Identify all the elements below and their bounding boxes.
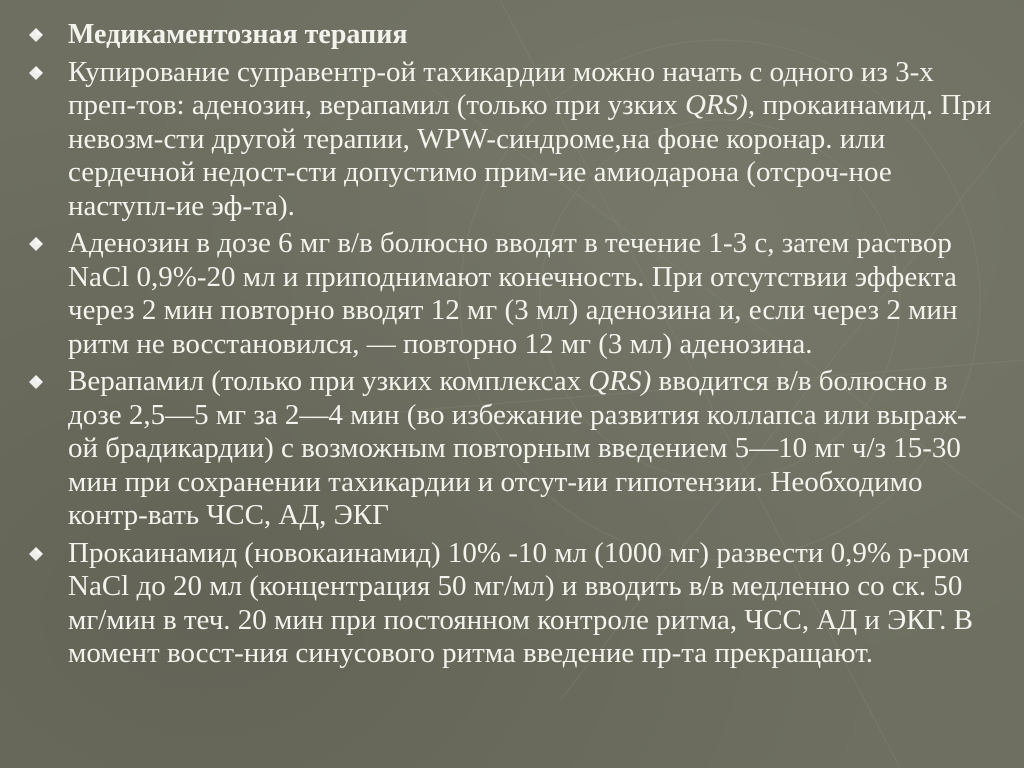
paragraph-3-rest: вводится в/в болюсно в дозе 2,5—5 мг за 2—4 мин (во избежание развития коллапса или выраж-ой брадикардии) с возможным повторным введением 5—10 мг ч/з 15-30 мин при сохранении тахикардии и отсут-ии гипотензии. Необходимо контр-вать ЧСС, АД, ЭКГ (68, 365, 967, 531)
paragraph-3-qrs: QRS) (588, 365, 652, 397)
diamond-bullet-icon (28, 65, 44, 81)
slide-content (28, 18, 996, 675)
paragraph-1-text: Купирование суправентр-ой тахикардии можно начать с одного из 3-х преп-тов: аденозин, верапамил (только при узких (68, 55, 934, 121)
slide-title: Медикаментозная терапия (68, 19, 408, 50)
bullet-list (28, 18, 996, 671)
list-item-paragraph-1 (28, 56, 996, 224)
list-item-paragraph-2 (28, 227, 996, 361)
list-item-title (28, 18, 996, 52)
diamond-bullet-icon (28, 236, 44, 252)
diamond-bullet-icon (28, 374, 44, 390)
list-item-paragraph-4 (28, 537, 996, 671)
paragraph-1-qrs: QRS) (684, 89, 748, 121)
diamond-bullet-icon (28, 27, 44, 43)
diamond-bullet-icon (28, 546, 44, 562)
paragraph-2-text: Аденозин в дозе 6 мг в/в болюсно вводят в течение 1-3 с, затем раствор NaCl 0,9%-20 мл и приподнимают конечность. При отсутствии эффекта через 2 мин повторно вводят 12 мг (3 мл) аденозина и, если через 2 мин ритм не восстановился, — повторно 12 мг (3 мл) аденозина. (68, 227, 958, 360)
paragraph-4-text: Прокаинамид (новокаинамид) 10% -10 мл (1000 мг) развести 0,9% р-ром NaCl до 20 мл (концентрация 50 мг/мл) и вводить в/в медленно со ск. 50 мг/мин в теч. 20 мин при постоянном контроле ритма, ЧСС, АД и ЭКГ. В момент восст-ния синусового ритма введение пр-та прекращают. (68, 536, 973, 669)
list-item-paragraph-3 (28, 365, 996, 533)
paragraph-1-rest: , прокаинамид. При невозм-сти другой терапии, WPW-синдроме,на фоне коронар. или сердечной недост-сти допустимо прим-ие амиодарона (отсроч-ное наступл-ие эф-та). (68, 89, 992, 222)
paragraph-3-text: Верапамил (только при узких комплексах (68, 365, 589, 397)
